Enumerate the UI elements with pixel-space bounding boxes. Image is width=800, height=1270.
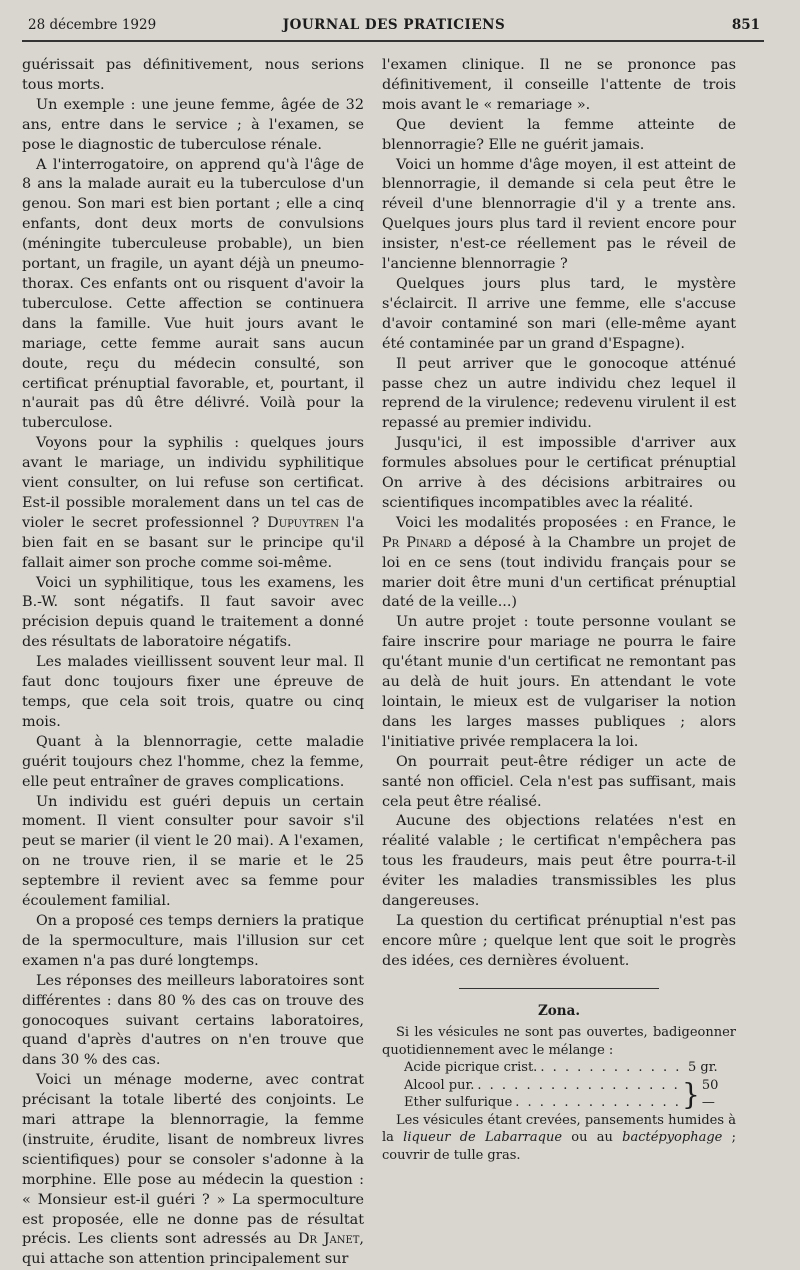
paragraph: On a proposé ces temps derniers la pratique de la spermoculture, mais l'illusion sur cet examen n'a pas duré longtemps. bbox=[22, 912, 364, 969]
recipe-line bbox=[404, 1059, 682, 1077]
paragraph: Un autre projet : toute personne voulant se faire inscrire pour mariage ne pourra le faire qu'étant munie d'un certificat ne remontant pas au delà de huit jours. En attendant le vote lointain, le mieux est de vulgariser la notion dans les larges masses publiques ; alors l'initiative privée remplacera la loi. bbox=[382, 614, 736, 750]
paragraph: Jusqu'ici, il est impossible d'arriver aux formules absolues pour le certificat prénuptial On arrive à des décisions arbitraires ou scientifiques incompatibles avec la réalité. bbox=[382, 435, 736, 511]
text-run: Voyons pour la syphilis : quelques jours avant le mariage, un individu syphilitique vient consulter, on lui refuse son certificat. Est-il possible moralement dans un tel cas de violer le secret professionnel ? bbox=[22, 435, 364, 531]
section-divider bbox=[459, 988, 659, 989]
paragraph bbox=[382, 1112, 736, 1165]
right-column bbox=[382, 56, 736, 1164]
left-column bbox=[22, 56, 364, 1270]
quantity: 50 — bbox=[701, 1077, 719, 1111]
text-run: , qui attache son attention principalement sur bbox=[22, 1231, 364, 1268]
text-run: Voici un ménage moderne, avec contrat précisant la totale liberté des conjoints. Le mari attrape la blennorragie, la femme (instruite, érudite, lisant de nombreux livres scientifiques) pour se consoler s'adonne à la morphine. Elle pose au médecin la question : « Monsieur est-il guéri ? » La spermoculture est proposée, elle ne donne pas de résultat précis. Les clients sont adressés au bbox=[22, 1072, 364, 1248]
paragraph: A l'interrogatoire, on apprend qu'à l'âge de 8 ans la malade aurait eu la tuberculose d'un genou. Son mari est bien portant ; elle a cinq enfants, dont deux morts de convulsions (méningite tuberculeuse probable), un bien portant, un fragile, un ayant déjà un pneumo-thorax. Ces enfants ont ou risquent d'avoir la tuberculose. Cette affection se continuera dans la famille. Vue huit jours avant le mariage, cette femme aurait sans aucun doute, reçu du médecin consulté, son certificat prénuptial favorable, et, pourtant, il n'aurait pas dû être délivré. Voilà pour la tuberculose. bbox=[22, 156, 364, 432]
paragraph: Voici un syphilitique, tous les examens, les B.-W. sont négatifs. Il faut savoir avec précision depuis quand le traitement a donné des résultats de laboratoire négatifs. bbox=[22, 574, 364, 651]
text-run: Les vésicules étant crevées, pansements humides à la bbox=[382, 1112, 736, 1146]
brace-icon: } bbox=[682, 1076, 700, 1112]
paragraph: On pourrait peut-être rédiger un acte de santé non officiel. Cela n'est pas suffisant, mais cela peut être réalisé. bbox=[382, 753, 736, 810]
paragraph: Les malades vieillissent souvent leur mal. Il faut donc toujours fixer une épreuve de temps, que cela soit trois, quatre ou cinq mois. bbox=[22, 654, 364, 730]
recipe-line bbox=[404, 1077, 682, 1095]
paragraph bbox=[22, 1071, 364, 1270]
paragraph: Si les vésicules ne sont pas ouvertes, badigeonner quotidiennement avec le mélange : bbox=[382, 1025, 736, 1058]
header-date: 28 décembre 1929 bbox=[28, 17, 157, 33]
leader-dots bbox=[537, 1059, 682, 1077]
section-title: Zona. bbox=[537, 1002, 581, 1019]
paragraph: Quant à la blennorragie, cette maladie guérit toujours chez l'homme, chez la femme, elle peut entraîner de graves complications. bbox=[22, 733, 364, 790]
paragraph: Que devient la femme atteinte de blennorragie? Elle ne guérit jamais. bbox=[382, 116, 736, 153]
author-name: Dr Janet bbox=[297, 1231, 360, 1248]
page-number: 851 bbox=[731, 17, 760, 33]
paragraph: Un individu est guéri depuis un certain moment. Il vient consulter pour savoir s'il peut se marier (il vient le 20 mai). A l'examen, on ne trouve rien, il se marie et le 25 septembre il revient avec sa femme pour écoulement familial. bbox=[22, 793, 364, 910]
quantity: 5 gr. bbox=[688, 1060, 718, 1076]
paragraph: Il peut arriver que le gonocoque atténué passe chez un autre individu chez lequel il reprend de la virulence; redevenu virulent il est repassé au premier individu. bbox=[382, 355, 736, 432]
paragraph: Voici un homme d'âge moyen, il est atteint de blennorragie, il demande si cela peut être le réveil d'une blennorragie d'il y a trente ans. Quelques jours plus tard il revient encore pour insister, n'est-ce réellement pas le réveil de l'ancienne blennorragie ? bbox=[382, 156, 736, 273]
leader-dots bbox=[474, 1077, 682, 1095]
recipe-ingredients bbox=[404, 1059, 682, 1112]
paragraph: Quelques jours plus tard, le mystère s'éclaircit. Il arrive une femme, elle s'accuse d'avoir contaminé son mari (elle-même ayant été contaminée par un grand d'Espagne). bbox=[382, 275, 736, 352]
paragraph: Un exemple : une jeune femme, âgée de 32 ans, entre dans le service ; à l'examen, se pose le diagnostic de tuberculose rénale. bbox=[22, 96, 364, 153]
recipe-line bbox=[404, 1094, 682, 1112]
ingredient: Acide picrique crist. bbox=[404, 1060, 538, 1076]
italic-term: liqueur de Labarraque bbox=[403, 1130, 563, 1146]
ingredient: Ether sulfurique bbox=[404, 1095, 513, 1111]
paragraph bbox=[382, 514, 736, 614]
paragraph: Aucune des objections relatées n'est en réalité valable ; le certificat n'empêchera pas tous les fraudeurs, mais peut être pourra-t-il éviter les maladies transmissibles les plus dangereuses. bbox=[382, 813, 736, 910]
text-run: l'a bien fait en se basant sur le principe qu'il fallait aimer son proche comme soi-même. bbox=[22, 514, 364, 571]
paragraph: l'examen clinique. Il ne se prononce pas définitivement, il conseille l'attente de trois mois avant le « remariage ». bbox=[382, 57, 736, 113]
author-name: Dupuytren bbox=[267, 514, 339, 531]
recipe-quantities bbox=[682, 1059, 722, 1112]
author-name: Pr Pinard bbox=[382, 534, 452, 551]
ingredient: Alcool pur. bbox=[404, 1077, 475, 1093]
italic-term: bactépyophage bbox=[622, 1130, 723, 1146]
text-run: ou au bbox=[562, 1130, 623, 1146]
paragraph: Les réponses des meilleurs laboratoires sont différentes : dans 80 % des cas on trouve des gonocoques suivant certains laboratoires, quand d'après d'autres on n'en trouve que dans 30 % des cas. bbox=[22, 972, 364, 1069]
header-rule bbox=[22, 40, 764, 42]
leader-dots bbox=[512, 1094, 682, 1112]
paragraph bbox=[22, 434, 364, 573]
quantity-group bbox=[682, 1077, 722, 1112]
text-run: Voici les modalités proposées : en France, le bbox=[396, 514, 736, 531]
recipe bbox=[404, 1059, 736, 1112]
text-run: ; couvrir de tulle gras. bbox=[382, 1130, 736, 1163]
paragraph: guérissait pas définitivement, nous serions tous morts. bbox=[22, 57, 364, 93]
page-header bbox=[28, 14, 760, 36]
text-run: a déposé à la Chambre un projet de loi en ce sens (tout individu français pour se marier doit être muni d'un certificat prénuptial daté de la veille...) bbox=[382, 534, 736, 611]
paragraph: La question du certificat prénuptial n'est pas encore mûre ; quelque lent que soit le progrès des idées, ces dernières évoluent. bbox=[382, 912, 736, 969]
journal-title: JOURNAL DES PRATICIENS bbox=[282, 17, 506, 33]
zona-section bbox=[382, 1003, 736, 1165]
